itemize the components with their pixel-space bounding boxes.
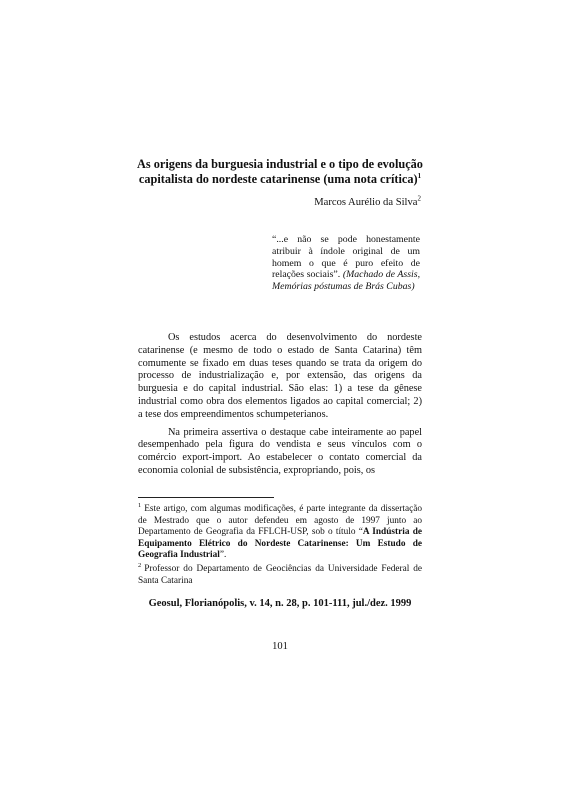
body-text	[138, 332, 422, 483]
footnote-text-end: ”.	[219, 550, 227, 561]
body-paragraph: Os estudos acerca do desenvolvimento do nordeste catarinense (e mesmo de todo o estado de Santa Catarina) têm comumente se fixado em duas teses quando se trata da origem do processo de industrialização e, por extensão, das origens da burguesia e do capital industrial. São elas: 1) a tese da gênese industrial como obra dos elementos ligados ao capital comercial; 2) a tese dos empreendimentos schumpeterianos.	[138, 332, 422, 420]
footnotes	[138, 501, 422, 589]
journal-citation: Geosul, Florianópolis, v. 14, n. 28, p. 101-111, jul./dez. 1999	[148, 598, 412, 609]
footnote-divider	[138, 497, 274, 498]
page-number: 101	[272, 641, 288, 652]
footnote-text: Professor do Departamento de Geociências da Universidade Federal de Santa Catarina	[138, 563, 422, 586]
article-title	[130, 157, 430, 187]
title-footnote-mark: 1	[417, 171, 422, 180]
footnote-2	[138, 561, 422, 587]
footnote-mark: 1	[138, 501, 142, 509]
footnote-1	[138, 501, 422, 562]
body-paragraph: Na primeira assertiva o destaque cabe inteiramente ao papel desempenhado pela figura do vendista e seus vínculos com o comércio export-import. Ao estabelecer o contato comercial da economia colonial de subsistência, expropriando, pois, os	[138, 426, 422, 476]
epigraph	[272, 234, 420, 293]
footnote-text: Este artigo, com algumas modificações, é parte integrante da dissertação de Mestrado que o autor defendeu em agosto de 1997 junto ao Departamento de Geografia da FFLCH-USP, sob o título “	[138, 504, 422, 538]
epigraph-quote: “...e não se pode honestamente atribuir à índole original de um homem o que é puro efeito de relações sociais”.	[272, 234, 420, 281]
epigraph-citation: (Machado de Assis, Memórias póstumas de Brás Cubas)	[272, 269, 421, 293]
author-line	[314, 196, 421, 209]
author-footnote-mark: 2	[417, 194, 421, 203]
article-title-text: As origens da burguesia industrial e o tipo de evolução capitalista do nordeste catarinense (uma nota crítica)	[137, 157, 423, 186]
footnote-thesis-title: A Indústria de Equipamento Elétrico do Nordeste Catarinense: Um Estudo de Geografia Industrial	[138, 527, 422, 561]
author-name: Marcos Aurélio da Silva	[314, 197, 418, 208]
footnote-mark: 2	[138, 561, 142, 569]
